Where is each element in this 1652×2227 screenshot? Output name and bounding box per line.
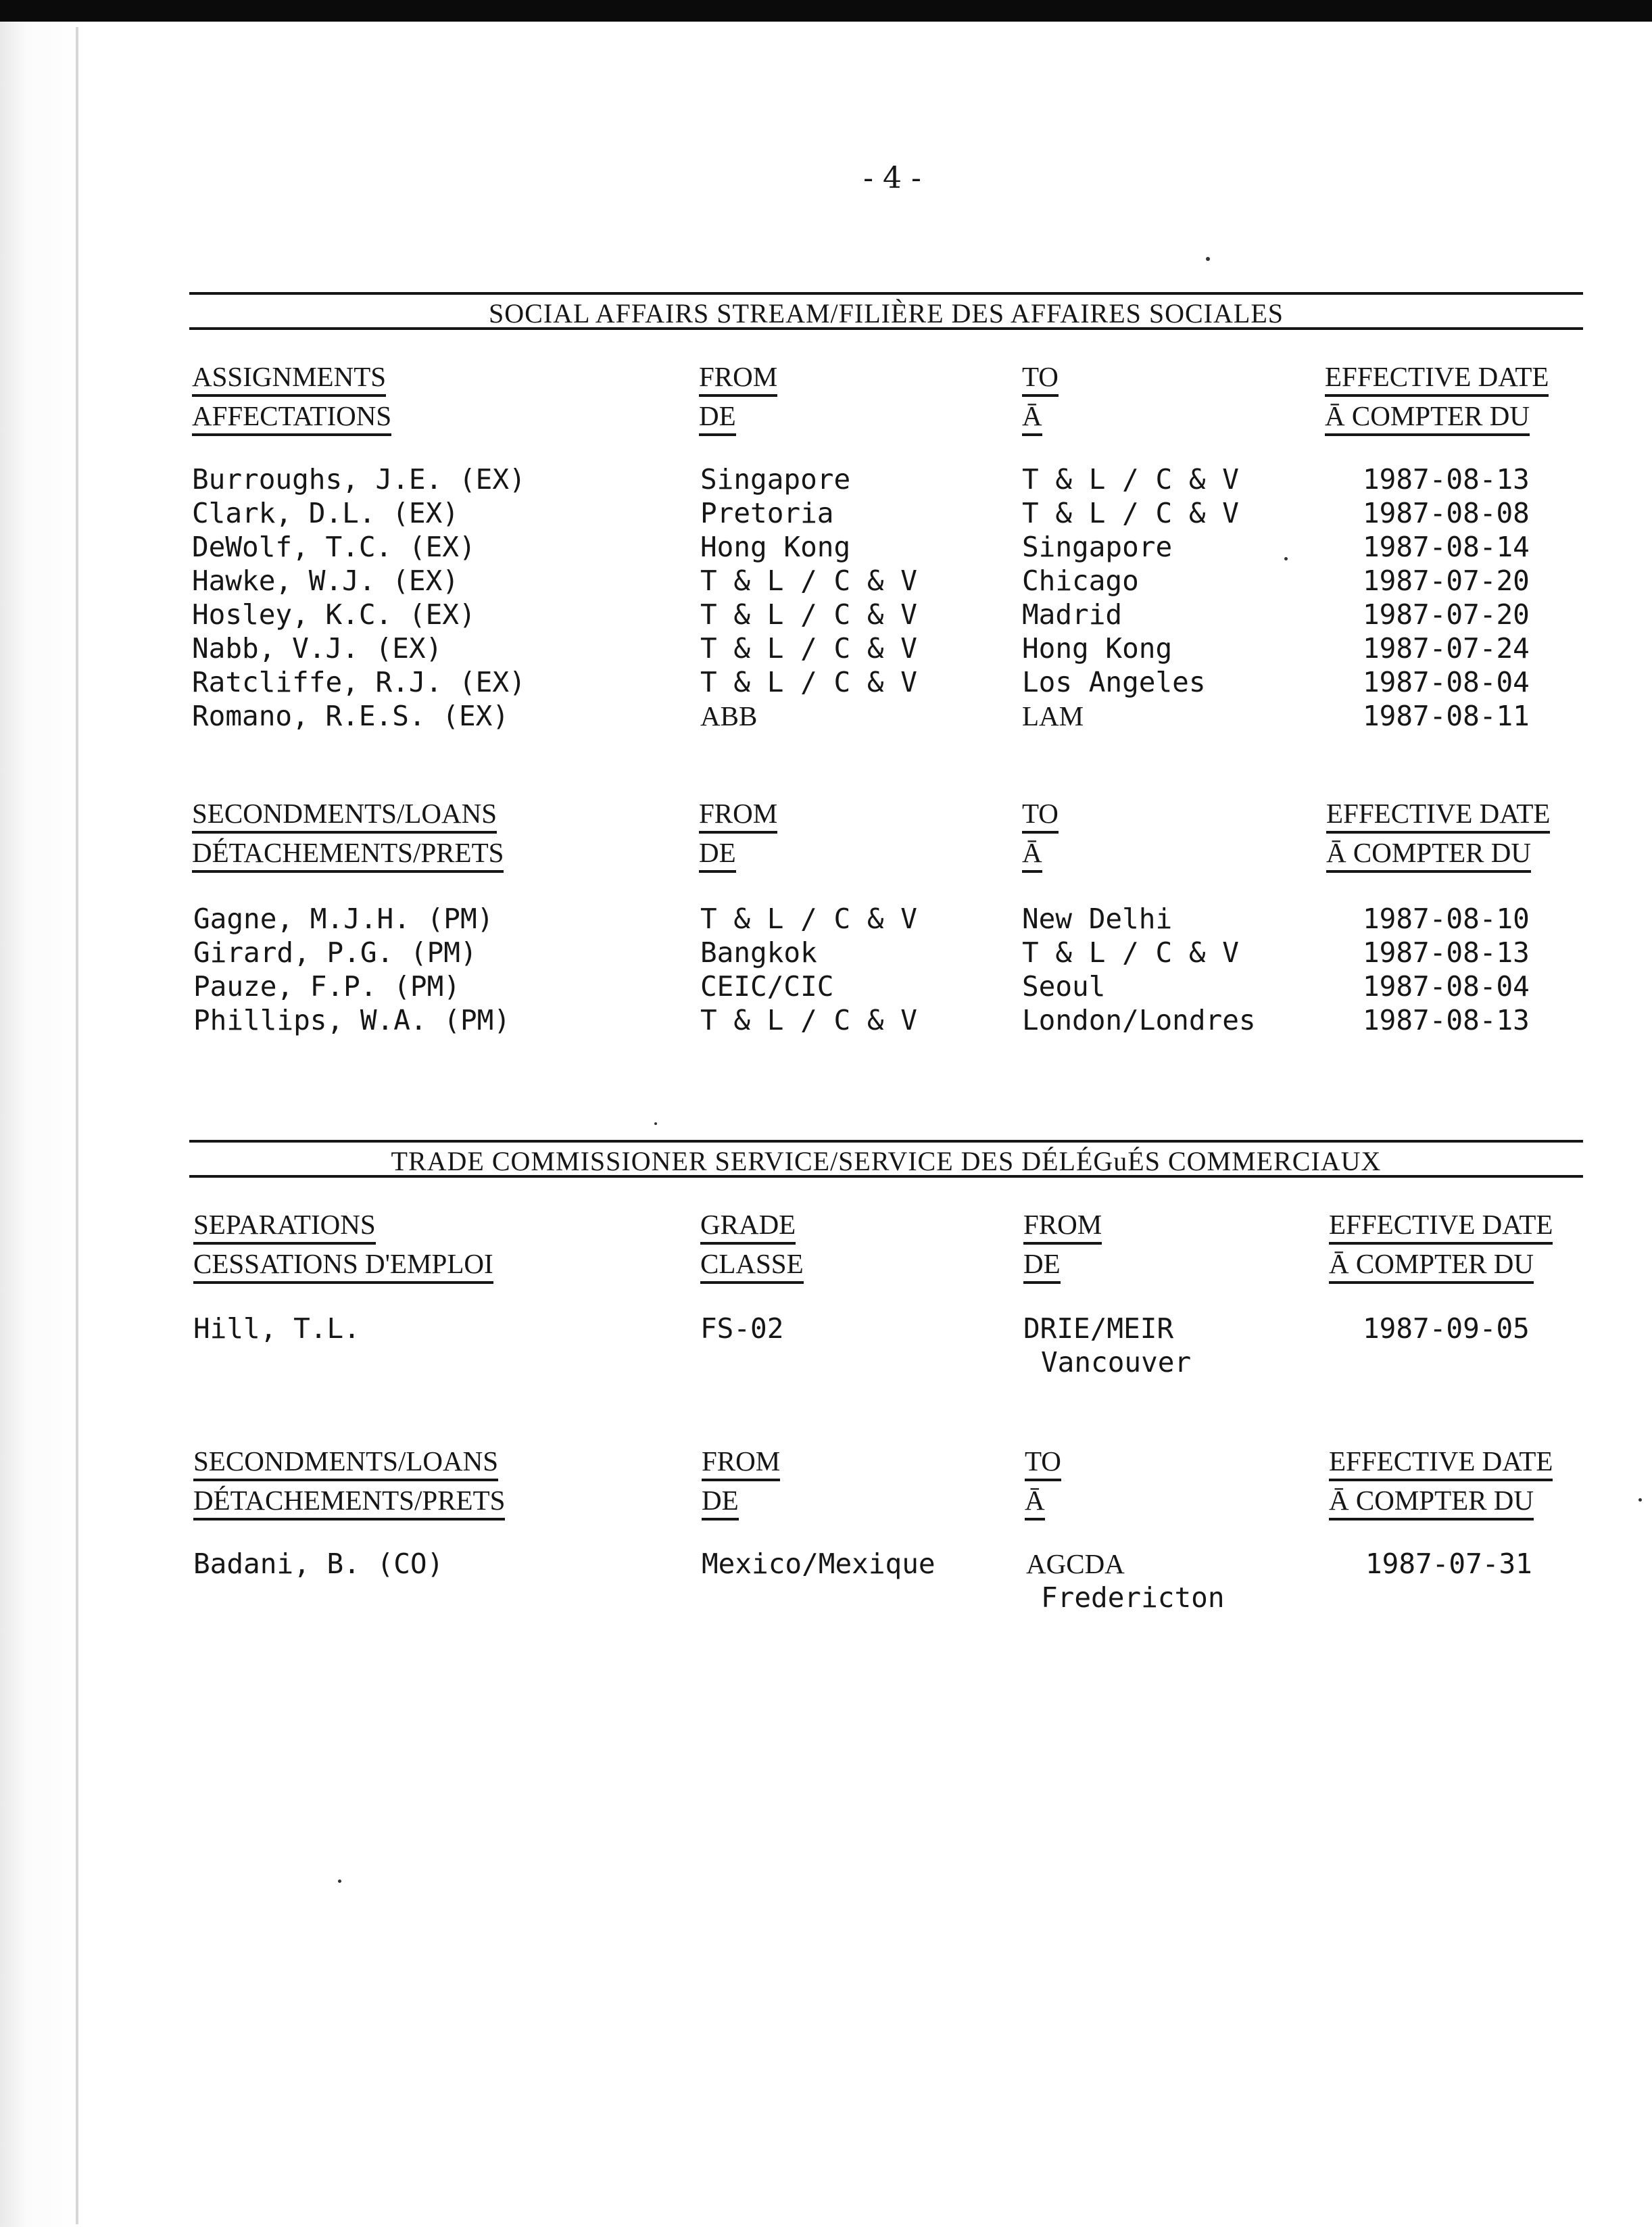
cell-date: 1987-08-13 xyxy=(1363,463,1530,496)
cell-to: Chicago xyxy=(1022,565,1139,597)
cell-from: T & L / C & V xyxy=(700,666,917,698)
header-assignments xyxy=(192,360,391,436)
cell-from: DRIE/MEIR xyxy=(1023,1312,1174,1345)
cell-from: Bangkok xyxy=(700,936,817,969)
cell-to: Singapore xyxy=(1022,531,1173,563)
header-label: FROM xyxy=(699,360,777,397)
cell-name: Pauze, F.P. (PM) xyxy=(193,970,460,1003)
header-label: FROM xyxy=(702,1444,780,1481)
scan-speck xyxy=(654,1122,657,1125)
header-label: CLASSE xyxy=(700,1247,804,1284)
header-label: TO xyxy=(1025,1444,1061,1481)
header-to xyxy=(1025,1444,1061,1520)
header-to xyxy=(1022,796,1059,873)
header-label: Ā COMPTER DU xyxy=(1329,1483,1534,1520)
header-label: Ā COMPTER DU xyxy=(1325,399,1530,436)
cell-date: 1987-08-04 xyxy=(1363,970,1530,1003)
cell-from: T & L / C & V xyxy=(700,598,917,631)
header-label: DÉTACHEMENTS/PRETS xyxy=(193,1483,505,1520)
cell-date: 1987-08-08 xyxy=(1363,497,1530,529)
header-secondments xyxy=(193,1444,505,1520)
cell-date: 1987-08-13 xyxy=(1363,936,1530,969)
header-label: EFFECTIVE DATE xyxy=(1329,1444,1553,1481)
cell-from: Singapore xyxy=(700,463,851,496)
cell-to: Seoul xyxy=(1022,970,1106,1003)
header-label: DE xyxy=(699,836,736,873)
cell-to: London/Londres xyxy=(1022,1004,1256,1036)
cell-to: Madrid xyxy=(1022,598,1123,631)
cell-to: Los Angeles xyxy=(1022,666,1206,698)
header-label: EFFECTIVE DATE xyxy=(1329,1207,1553,1245)
cell-date: 1987-08-13 xyxy=(1363,1004,1530,1036)
cell-name: Nabb, V.J. (EX) xyxy=(192,632,443,665)
header-label: TO xyxy=(1022,360,1059,397)
header-label: FROM xyxy=(699,796,777,834)
header-from xyxy=(699,360,777,436)
cell-to: T & L / C & V xyxy=(1022,497,1239,529)
header-label: SECONDMENTS/LOANS xyxy=(193,1444,498,1481)
header-label: Ā xyxy=(1025,1483,1045,1520)
section-title-social-affairs: SOCIAL AFFAIRS STREAM/FILIÈRE DES AFFAIRES SOCIALES xyxy=(189,292,1583,330)
header-to xyxy=(1022,360,1059,436)
cell-date: 1987-07-20 xyxy=(1363,565,1530,597)
cell-from: T & L / C & V xyxy=(700,565,917,597)
header-label: EFFECTIVE DATE xyxy=(1326,796,1550,834)
header-label: DE xyxy=(699,399,736,436)
cell-date: 1987-08-14 xyxy=(1363,531,1530,563)
header-grade xyxy=(700,1207,804,1284)
cell-name: Phillips, W.A. (PM) xyxy=(193,1004,510,1036)
cell-from: Mexico/Mexique xyxy=(702,1548,936,1580)
header-label: FROM xyxy=(1023,1207,1102,1245)
header-label: EFFECTIVE DATE xyxy=(1325,360,1549,397)
header-label: ASSIGNMENTS xyxy=(192,360,386,397)
scan-speck xyxy=(1206,257,1210,261)
cell-from: T & L / C & V xyxy=(700,1004,917,1036)
section-title-trade-commissioner: TRADE COMMISSIONER SERVICE/SERVICE DES DÉLÉGuÉS COMMERCIAUX xyxy=(189,1140,1583,1178)
cell-name: Romano, R.E.S. (EX) xyxy=(192,700,509,732)
cell-from: ABB xyxy=(700,700,758,732)
header-effective-date xyxy=(1325,360,1549,436)
cell-name: Ratcliffe, R.J. (EX) xyxy=(192,666,526,698)
header-secondments xyxy=(192,796,504,873)
cell-name: Badani, B. (CO) xyxy=(193,1548,444,1580)
cell-from: Hong Kong xyxy=(700,531,851,563)
header-effective-date xyxy=(1329,1444,1553,1520)
header-label: SEPARATIONS xyxy=(193,1207,376,1245)
cell-date: 1987-08-11 xyxy=(1363,700,1530,732)
scan-speck xyxy=(1284,557,1288,560)
header-label: AFFECTATIONS xyxy=(192,399,391,436)
cell-date: 1987-09-05 xyxy=(1363,1312,1530,1345)
header-label: Ā xyxy=(1022,836,1042,873)
cell-name: Gagne, M.J.H. (PM) xyxy=(193,903,494,935)
header-label: Ā COMPTER DU xyxy=(1326,836,1531,873)
header-label: Ā xyxy=(1022,399,1042,436)
scan-speck xyxy=(1638,1498,1642,1502)
cell-to-city: Fredericton xyxy=(1041,1581,1225,1614)
cell-from-city: Vancouver xyxy=(1041,1346,1192,1379)
cell-name: Hosley, K.C. (EX) xyxy=(192,598,476,631)
cell-name: Hawke, W.J. (EX) xyxy=(192,565,459,597)
cell-to: AGCDA xyxy=(1026,1548,1125,1579)
cell-date: 1987-07-20 xyxy=(1363,598,1530,631)
scan-binding-line xyxy=(76,27,78,2224)
scan-left-edge xyxy=(0,22,88,2227)
header-effective-date xyxy=(1329,1207,1553,1284)
header-label: DÉTACHEMENTS/PRETS xyxy=(192,836,504,873)
cell-from: CEIC/CIC xyxy=(700,970,834,1003)
cell-name: Burroughs, J.E. (EX) xyxy=(192,463,526,496)
header-separations xyxy=(193,1207,493,1284)
cell-date: 1987-08-10 xyxy=(1363,903,1530,935)
cell-name: Clark, D.L. (EX) xyxy=(192,497,459,529)
cell-from: Pretoria xyxy=(700,497,834,529)
cell-to: LAM xyxy=(1022,700,1084,732)
header-effective-date xyxy=(1326,796,1550,873)
cell-name: Girard, P.G. (PM) xyxy=(193,936,477,969)
cell-date: 1987-07-31 xyxy=(1365,1548,1532,1580)
cell-name: DeWolf, T.C. (EX) xyxy=(192,531,476,563)
scan-speck xyxy=(338,1879,341,1883)
header-label: CESSATIONS D'EMPLOI xyxy=(193,1247,493,1284)
cell-to: T & L / C & V xyxy=(1022,463,1239,496)
header-label: SECONDMENTS/LOANS xyxy=(192,796,497,834)
cell-to: New Delhi xyxy=(1022,903,1173,935)
cell-to: T & L / C & V xyxy=(1022,936,1239,969)
cell-grade: FS-02 xyxy=(700,1312,784,1345)
cell-from: T & L / C & V xyxy=(700,632,917,665)
cell-date: 1987-08-04 xyxy=(1363,666,1530,698)
header-from xyxy=(1023,1207,1102,1284)
page-number: - 4 - xyxy=(863,161,921,195)
header-label: GRADE xyxy=(700,1207,796,1245)
header-label: TO xyxy=(1022,796,1059,834)
cell-name: Hill, T.L. xyxy=(193,1312,360,1345)
header-label: DE xyxy=(702,1483,739,1520)
header-from xyxy=(702,1444,780,1520)
cell-date: 1987-07-24 xyxy=(1363,632,1530,665)
scan-top-border xyxy=(0,0,1652,22)
cell-to: Hong Kong xyxy=(1022,632,1173,665)
cell-from: T & L / C & V xyxy=(700,903,917,935)
header-from xyxy=(699,796,777,873)
header-label: Ā COMPTER DU xyxy=(1329,1247,1534,1284)
header-label: DE xyxy=(1023,1247,1061,1284)
